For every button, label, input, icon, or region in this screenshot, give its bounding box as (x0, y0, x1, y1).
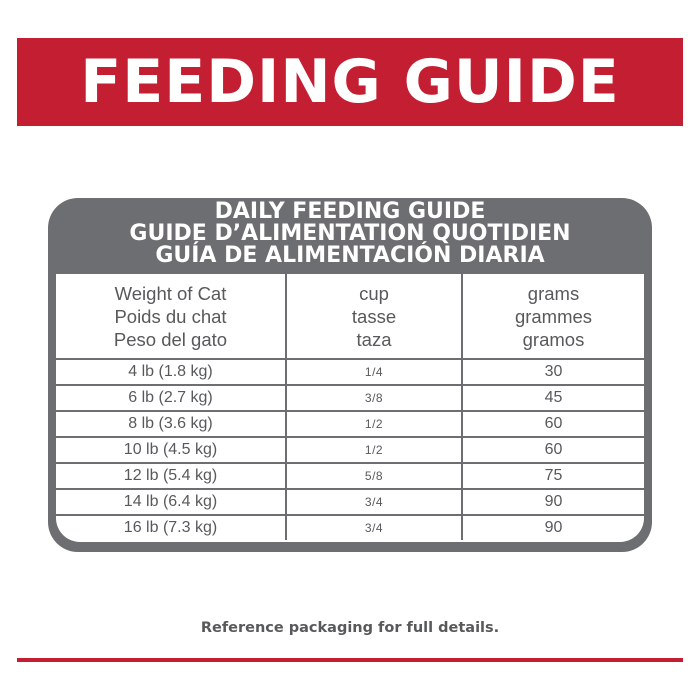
footer-divider (17, 658, 683, 662)
weight-cell: 12 lb (5.4 kg) (56, 463, 286, 489)
cup-fraction: 1/2 (364, 417, 384, 431)
table-heading-english: DAILY FEEDING GUIDE (214, 199, 486, 224)
table-row (56, 515, 644, 540)
column-header-grams (462, 274, 644, 359)
cup-cell (286, 515, 462, 540)
weight-cell: 16 lb (7.3 kg) (123, 519, 218, 536)
weight-cell: 8 lb (3.6 kg) (56, 411, 286, 437)
cup-fraction: 1/4 (364, 365, 384, 379)
table-row (56, 489, 644, 515)
grams-cell: 30 (462, 359, 644, 385)
cup-fraction: 3/4 (364, 521, 384, 535)
feeding-table (56, 274, 644, 540)
daily-feeding-table-frame (48, 198, 652, 552)
banner-title: FEEDING GUIDE (80, 47, 620, 117)
table-row (56, 437, 644, 463)
cup-cell (286, 463, 462, 489)
grams-cell: 60 (462, 437, 644, 463)
cup-fraction: 3/8 (364, 391, 384, 405)
table-row (56, 463, 644, 489)
weight-cell: 6 lb (2.7 kg) (56, 385, 286, 411)
column-header-line: cup (359, 282, 389, 304)
weight-cell: 10 lb (4.5 kg) (56, 437, 286, 463)
cup-cell (286, 385, 462, 411)
cup-fraction: 1/2 (364, 443, 384, 457)
reference-packaging-note: Reference packaging for full details. (200, 620, 500, 636)
cup-cell (286, 411, 462, 437)
grams-cell: 90 (462, 489, 644, 515)
table-row (56, 359, 644, 385)
grams-cell: 45 (462, 385, 644, 411)
feeding-guide-banner (17, 38, 683, 126)
cup-cell (286, 437, 462, 463)
column-header-weight (56, 274, 286, 359)
table-heading-french: GUIDE D’ALIMENTATION QUOTIDIEN (129, 221, 571, 246)
grams-cell: 60 (462, 411, 644, 437)
column-header-cup (286, 274, 462, 359)
table-body (56, 274, 644, 542)
column-header-line: Peso del gato (113, 328, 228, 350)
weight-cell: 14 lb (6.4 kg) (56, 489, 286, 515)
table-heading-spanish: GUÍA DE ALIMENTACIÓN DIARIA (155, 243, 545, 268)
table-header-row (56, 274, 644, 359)
column-header-line: grammes (514, 305, 593, 327)
table-row (56, 411, 644, 437)
column-header-line: tasse (351, 305, 397, 327)
cup-cell (286, 489, 462, 515)
column-header-line: grams (527, 282, 580, 304)
column-header-line: Weight of Cat (114, 282, 227, 304)
weight-cell: 4 lb (1.8 kg) (56, 359, 286, 385)
grams-cell: 75 (462, 463, 644, 489)
cup-cell (286, 359, 462, 385)
grams-cell: 90 (462, 515, 644, 540)
column-header-line: taza (356, 328, 392, 350)
column-header-line: gramos (522, 328, 585, 350)
column-header-line: Poids du chat (114, 305, 227, 327)
table-row (56, 385, 644, 411)
table-heading (48, 201, 652, 267)
cup-fraction: 5/8 (364, 469, 384, 483)
cup-fraction: 3/4 (364, 495, 384, 509)
